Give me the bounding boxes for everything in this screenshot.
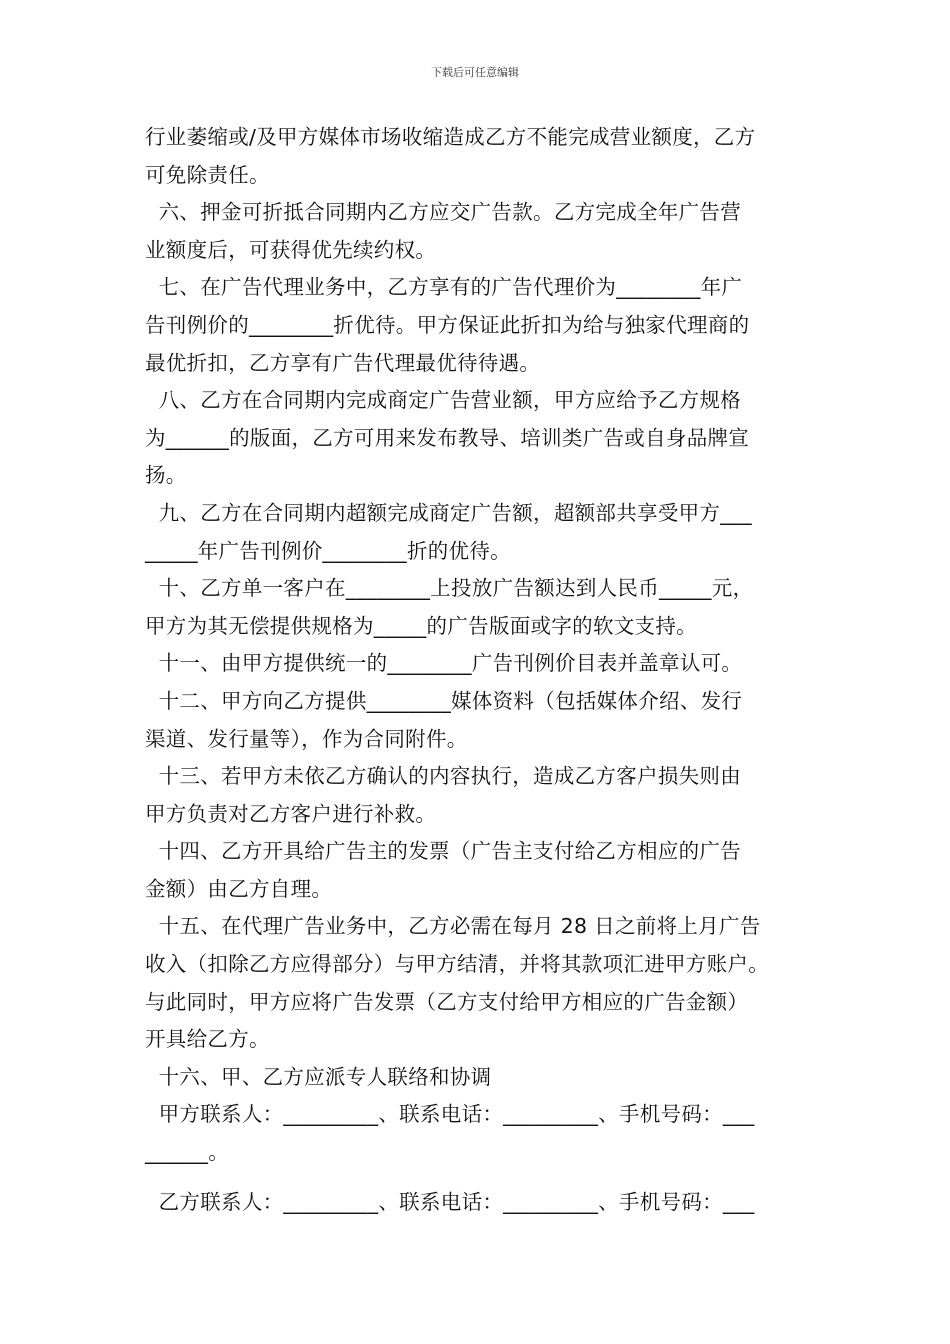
- text-line: 十三、若甲方未依乙方确认的内容执行，造成乙方客户损失则由: [145, 764, 742, 789]
- text-line: 乙方联系人：_________、联系电话：_________、手机号码：___: [145, 1189, 755, 1214]
- text-line: 九、乙方在合同期内超额完成商定广告额，超额部共享受甲方___: [145, 500, 752, 525]
- text-line: 渠道、发行量等），作为合同附件。: [145, 726, 468, 751]
- text-line: 最优折扣，乙方享有广告代理最优待待遇。: [145, 350, 541, 375]
- text-line: 十六、甲、乙方应派专人联络和协调: [145, 1064, 492, 1089]
- text-line: 甲方为其无偿提供规格为_____的广告版面或字的软文支持。: [145, 613, 697, 638]
- text-line: 七、在广告代理业务中，乙方享有的广告代理价为________年广: [145, 275, 743, 300]
- text-line: 为______的版面，乙方可用来发布教导、培训类广告或自身品牌宣: [145, 425, 750, 450]
- page-header: 下载后可任意编辑: [431, 66, 519, 79]
- text-line: 甲方联系人：_________、联系电话：_________、手机号码：___: [145, 1102, 755, 1127]
- text-line: _____年广告刊例价________折的优待。: [145, 538, 511, 563]
- text-line: ______。: [145, 1140, 230, 1165]
- text-line: 开具给乙方。: [145, 1027, 270, 1052]
- text-line: 告刊例价的________折优待。甲方保证此折扣为给与独家代理商的: [145, 312, 750, 337]
- contract-body: [145, 119, 825, 1221]
- text-line: 收入（扣除乙方应得部分）与甲方结清，并将其款项汇进甲方账户。: [145, 952, 769, 977]
- text-line-blank: [145, 1172, 825, 1184]
- text-line: 行业萎缩或/及甲方媒体市场收缩造成乙方不能完成营业额度，乙方: [145, 125, 756, 149]
- text-line: 十一、由甲方提供统一的________广告刊例价目表并盖章认可。: [145, 651, 743, 676]
- text-line: 十五、在代理广告业务中，乙方必需在每月 28 日之前将上月广告: [145, 914, 761, 939]
- text-line: 可免除责任。: [145, 162, 270, 187]
- text-line: 与此同时，甲方应将广告发票（乙方支付给甲方相应的广告金额）: [145, 989, 749, 1014]
- text-line: 扬。: [145, 463, 187, 488]
- text-line: 甲方负责对乙方客户进行补救。: [145, 801, 437, 826]
- text-line: 业额度后，可获得优先续约权。: [145, 237, 437, 262]
- text-line: 十二、甲方向乙方提供________媒体资料（包括媒体介绍、发行: [145, 688, 743, 713]
- text-line: 六、押金可折抵合同期内乙方应交广告款。乙方完成全年广告营: [145, 200, 742, 225]
- text-line: 八、乙方在合同期内完成商定广告营业额，甲方应给予乙方规格: [145, 388, 742, 413]
- text-line: 金额）由乙方自理。: [145, 876, 333, 901]
- text-line: 十四、乙方开具给广告主的发票（广告主支付给乙方相应的广告: [145, 839, 742, 864]
- text-line: 十、乙方单一客户在________上投放广告额达到人民币_____元，: [145, 576, 754, 601]
